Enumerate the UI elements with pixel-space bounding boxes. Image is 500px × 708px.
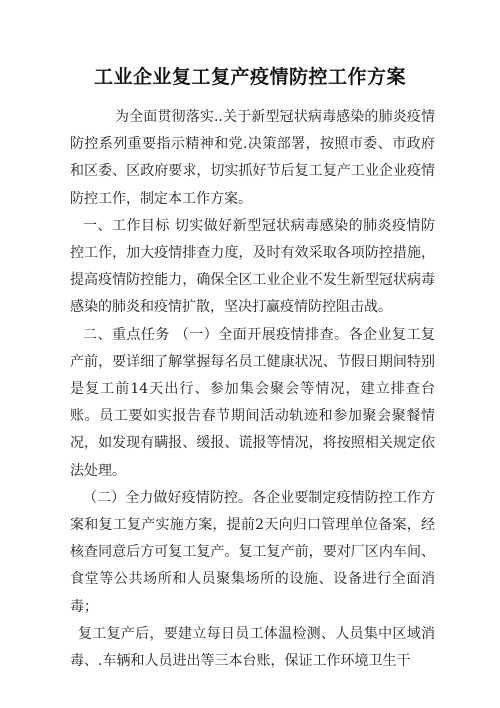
document-title: 工业企业复工复产疫情防控工作方案: [93, 66, 406, 88]
paragraph-key-tasks: 二、重点任务 （一）全面开展疫情排查。各企业复工复产前，要详细了解掌握每名员工健康状况、节假日期间特别是复工前14天出行、参加集会聚会等情况，建立排查台账。员工要如实报告春节期间活动轨迹和参加聚会聚餐情况，如发现有瞒报、缓报、谎报等情况，将按照相关规定依法处理。: [70, 326, 435, 479]
document-body: [70, 104, 435, 675]
paragraph-work-goal: 一、工作目标 切实做好新型冠状病毒感染的肺炎疫情防控工作，加大疫情排查力度，及时有效采取各项防控措施，提高疫情防控能力，确保全区工业企业不发生新型冠状病毒感染的肺炎和疫情扩散，坚决打赢疫情防控阻击战。: [70, 217, 435, 316]
paragraph-intro: 为全面贯彻落实..关于新型冠状病毒感染的肺炎疫情防控系列重要指示精神和党.决策部署，按照市委、市政府和区委、区政府要求，切实抓好节后复工复产工业企业疫情防控工作，制定本工作方案。: [70, 109, 435, 207]
paragraph-after-resumption: 复工复产后，要建立每日员工体温检测、人员集中区域消毒、.车辆和人员进出等三本台账，保证工作环境卫生干: [70, 625, 435, 670]
paragraph-epidemic-prevention: （二）全力做好疫情防控。各企业要制定疫情防控工作方案和复工复产实施方案，提前2天向归口管理单位备案，经核查同意后方可复工复产。复工复产前，要对厂区内车间、食堂等公共场所和人员聚集场所的设施、设备进行全面消毒；: [70, 489, 435, 615]
